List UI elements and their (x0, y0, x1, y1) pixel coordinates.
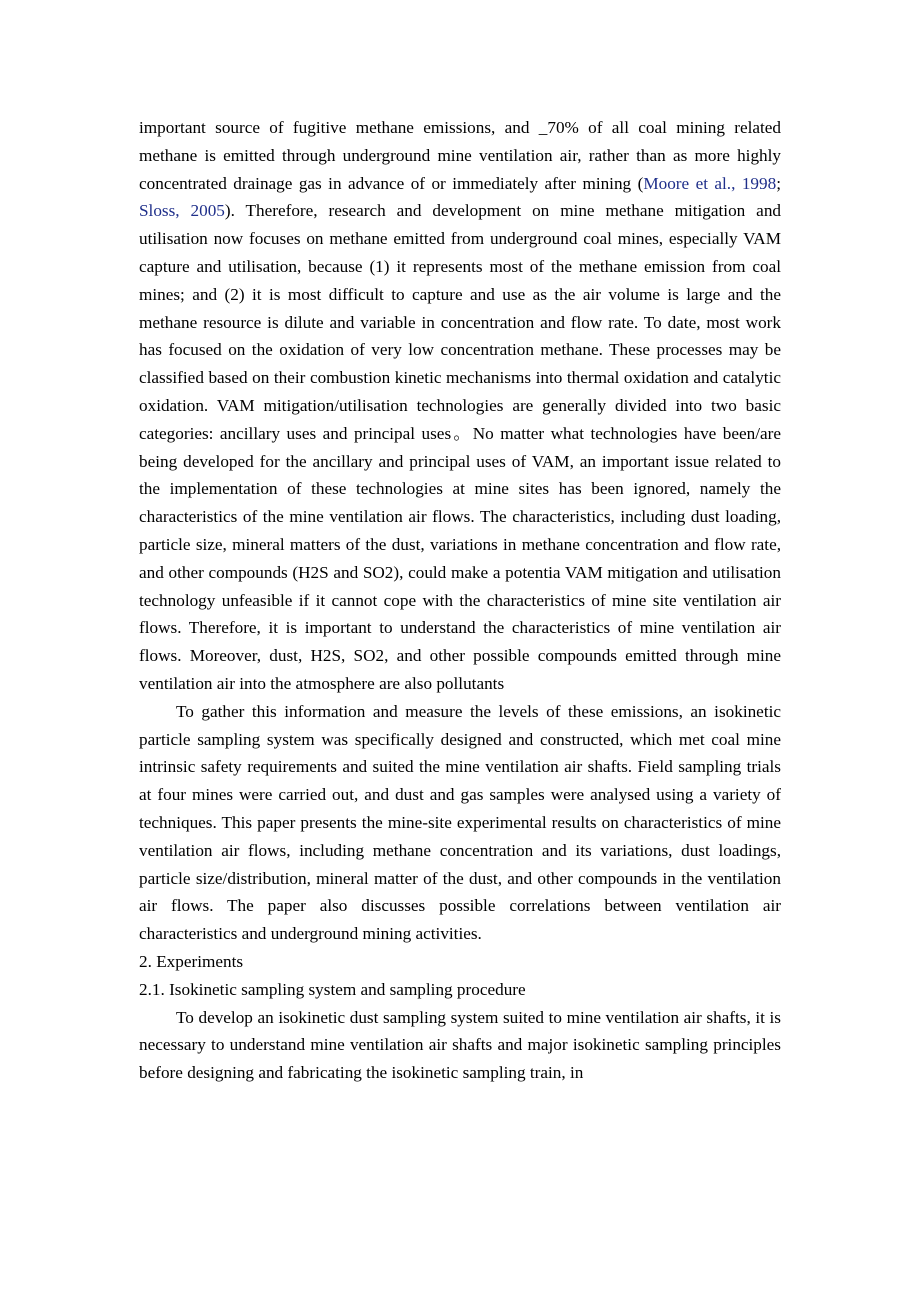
subsection-heading-sampling-system: 2.1. Isokinetic sampling system and sampling procedure (139, 979, 526, 999)
paragraph-text: important source of fugitive methane emissions, and _70% of all coal mining related methane is emitted through underground mine ventilation air, rather than as more highly concentrated drainage gas in advance of or immediately after mining ( (139, 118, 781, 193)
paper-page (139, 114, 781, 1087)
paragraph-text: ). Therefore, research and development on mine methane mitigation and utilisation now focuses on methane emitted from underground coal mines, especially VAM capture and utilisation, because (1) it represents most of the methane emission from coal mines; and (2) it is most difficult to capture and use as the air volume is large and the methane resource is dilute and variable in concentration and flow rate. To date, most work has focused on the oxidation of very low concentration methane. These processes may be classified based on their combustion kinetic mechanisms into thermal oxidation and catalytic oxidation. VAM mitigation/utilisation technologies are generally divided into two basic categories: ancillary uses and principal uses。No matter what technologies have been/are being developed for the ancillary and principal uses of VAM, an important issue related to the implementation of these technologies at mine sites has been ignored, namely the characteristics of the mine ventilation air flows. The characteristics, including dust loading, particle size, mineral matters of the dust, variations in methane concentration and flow rate, and other compounds (H2S and SO2), could make a potentia VAM mitigation and utilisation technology unfeasible if it cannot cope with the characteristics of mine site ventilation air flows. Therefore, it is important to understand the characteristics of mine ventilation air flows. Moreover, dust, H2S, SO2, and other possible compounds emitted through mine ventilation air into the atmosphere are also pollutants (139, 201, 782, 693)
paragraph-sampling-system: To develop an isokinetic dust sampling system suited to mine ventilation air shafts, it is necessary to understand mine ventilation air shafts and major isokinetic sampling principles before designing and fabricating the isokinetic sampling train, in (139, 1007, 781, 1083)
citation-link-moore-1998[interactable]: Moore et al., 1998 (643, 173, 777, 193)
paragraph-objectives: To gather this information and measure the levels of these emissions, an isokinetic particle sampling system was specifically designed and constructed, which met coal mine intrinsic safety requirements and suited the mine ventilation air shafts. Field sampling trials at four mines were carried out, and dust and gas samples were analysed using a variety of techniques. This paper presents the mine-site experimental results on characteristics of mine ventilation air flows, including methane concentration and its variations, dust loadings, particle size/distribution, mineral matter of the dust, and other compounds in the ventilation air flows. The paper also discusses possible correlations between ventilation air characteristics and underground mining activities. (139, 701, 781, 944)
paragraph-intro-continued (139, 114, 781, 698)
citation-separator: ; (776, 173, 781, 193)
citation-link-sloss-2005[interactable]: Sloss, 2005 (139, 201, 225, 221)
section-heading-experiments: 2. Experiments (139, 951, 244, 971)
